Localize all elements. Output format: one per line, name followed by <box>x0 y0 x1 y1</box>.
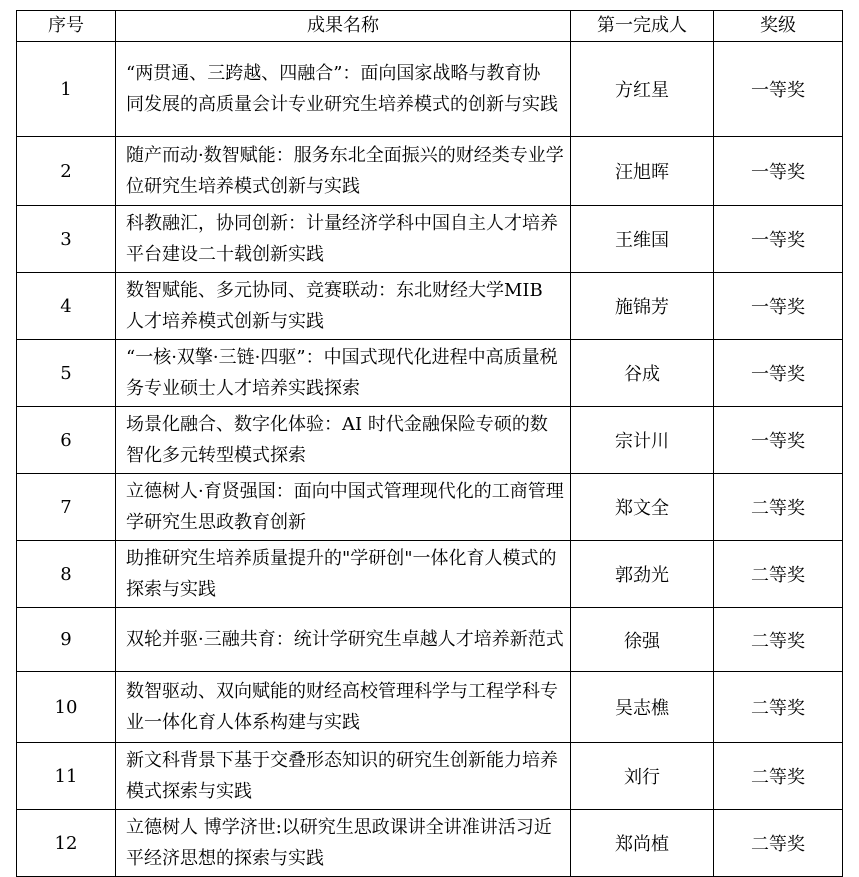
row-level: 一等奖 <box>714 137 843 206</box>
row-title: 新文科背景下基于交叠形态知识的研究生创新能力培养模式探索与实践 <box>116 743 571 810</box>
row-level: 一等奖 <box>714 206 843 273</box>
table-row <box>17 810 843 877</box>
row-index: 8 <box>17 541 116 608</box>
row-level: 二等奖 <box>714 608 843 672</box>
row-index: 10 <box>17 672 116 743</box>
row-person: 郑尚植 <box>571 810 714 877</box>
header-index: 序号 <box>17 11 116 42</box>
table-row <box>17 42 843 137</box>
row-level: 二等奖 <box>714 743 843 810</box>
row-title: 助推研究生培养质量提升的"学研创"一体化育人模式的探索与实践 <box>116 541 571 608</box>
row-person: 刘行 <box>571 743 714 810</box>
table-header <box>17 11 843 42</box>
row-index: 7 <box>17 474 116 541</box>
table-row <box>17 206 843 273</box>
row-person: 方红星 <box>571 42 714 137</box>
table-row <box>17 743 843 810</box>
header-level: 奖级 <box>714 11 843 42</box>
table-row <box>17 273 843 340</box>
row-index: 5 <box>17 340 116 407</box>
row-person: 郭劲光 <box>571 541 714 608</box>
table-row <box>17 407 843 474</box>
row-title: 场景化融合、数字化体验：AI 时代金融保险专硕的数智化多元转型模式探索 <box>116 407 571 474</box>
row-person: 徐强 <box>571 608 714 672</box>
header-title: 成果名称 <box>116 11 571 42</box>
table-row <box>17 672 843 743</box>
row-level: 一等奖 <box>714 407 843 474</box>
row-index: 1 <box>17 42 116 137</box>
row-title: 立德树人·育贤强国：面向中国式管理现代化的工商管理学研究生思政教育创新 <box>116 474 571 541</box>
row-title: 科教融汇，协同创新：计量经济学科中国自主人才培养平台建设二十载创新实践 <box>116 206 571 273</box>
row-level: 一等奖 <box>714 273 843 340</box>
row-title: 数智赋能、多元协同、竞赛联动：东北财经大学MIB 人才培养模式创新与实践 <box>116 273 571 340</box>
row-person: 吴志樵 <box>571 672 714 743</box>
table-row <box>17 541 843 608</box>
row-title: 立德树人 博学济世:以研究生思政课讲全讲准讲活习近平经济思想的探索与实践 <box>116 810 571 877</box>
row-person: 郑文全 <box>571 474 714 541</box>
table-row <box>17 474 843 541</box>
row-level: 二等奖 <box>714 810 843 877</box>
header-person: 第一完成人 <box>571 11 714 42</box>
row-person: 宗计川 <box>571 407 714 474</box>
row-index: 3 <box>17 206 116 273</box>
row-person: 汪旭晖 <box>571 137 714 206</box>
row-person: 谷成 <box>571 340 714 407</box>
row-level: 一等奖 <box>714 340 843 407</box>
awards-table <box>16 10 843 877</box>
header-row <box>17 11 843 42</box>
row-person: 施锦芳 <box>571 273 714 340</box>
row-index: 11 <box>17 743 116 810</box>
row-index: 4 <box>17 273 116 340</box>
row-level: 二等奖 <box>714 474 843 541</box>
row-person: 王维国 <box>571 206 714 273</box>
row-title: “一核·双擎·三链·四驱”：中国式现代化进程中高质量税务专业硕士人才培养实践探索 <box>116 340 571 407</box>
row-index: 9 <box>17 608 116 672</box>
table-body <box>17 42 843 877</box>
row-level: 二等奖 <box>714 541 843 608</box>
row-index: 2 <box>17 137 116 206</box>
table-row <box>17 137 843 206</box>
row-title: “两贯通、三跨越、四融合”：面向国家战略与教育协 同发展的高质量会计专业研究生培养模式的创新与实践 <box>116 42 571 137</box>
table-row <box>17 340 843 407</box>
table-row <box>17 608 843 672</box>
row-level: 二等奖 <box>714 672 843 743</box>
row-title: 随产而动·数智赋能：服务东北全面振兴的财经类专业学位研究生培养模式创新与实践 <box>116 137 571 206</box>
row-level: 一等奖 <box>714 42 843 137</box>
row-index: 12 <box>17 810 116 877</box>
row-title: 数智驱动、双向赋能的财经高校管理科学与工程学科专业一体化育人体系构建与实践 <box>116 672 571 743</box>
row-index: 6 <box>17 407 116 474</box>
row-title: 双轮并驱·三融共育：统计学研究生卓越人才培养新范式 <box>116 608 571 672</box>
